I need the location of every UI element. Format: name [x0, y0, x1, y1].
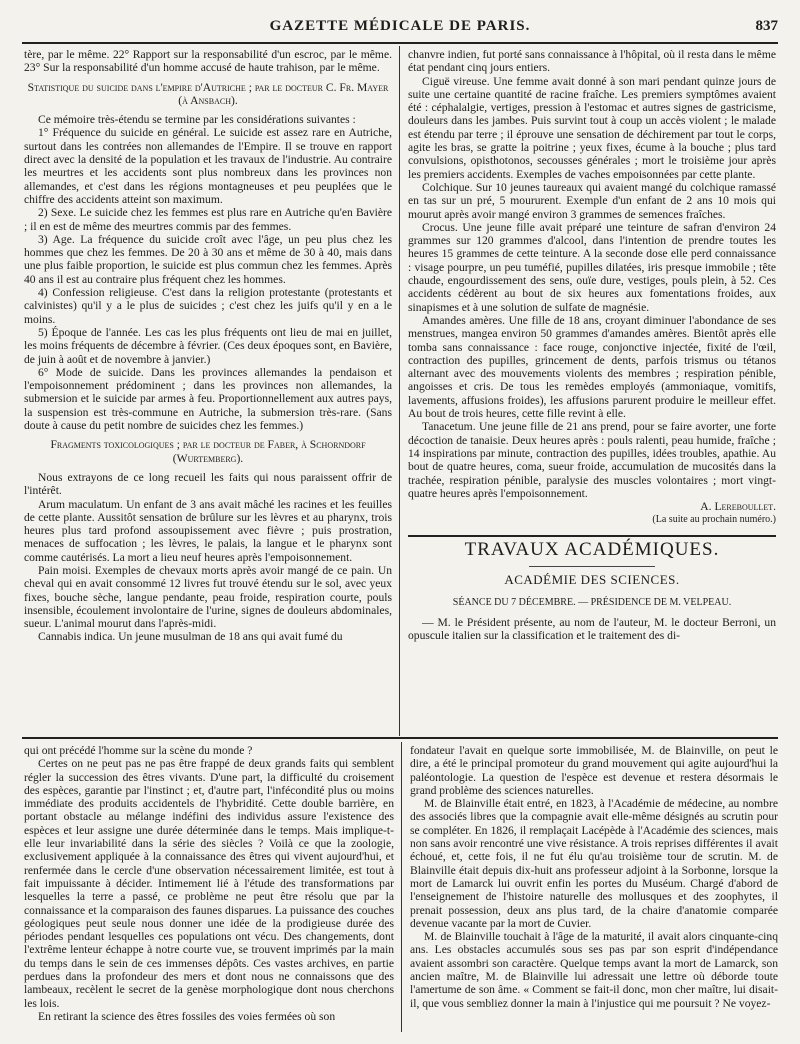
paragraph: 5) Époque de l'année. Les cas les plus fréquents ont lieu de mai en juillet, les moins fréquents de décembre à février. (Ces deux époques sont, en Bavière, de juin à août et de novembre à janvier.) — [24, 325, 392, 366]
journal-title: GAZETTE MÉDICALE DE PARIS. — [269, 18, 531, 34]
page-header — [22, 12, 778, 44]
left-column-top — [24, 48, 392, 734]
paragraph: 1° Fréquence du suicide en général. Le suicide est assez rare en Autriche, surtout dans les contrées non allemandes de l'Empire. Il se trouve en rapport direct avec la densité de la population et les travaux de l'industrie. Au contraire les meurtres et les accidents sont plus nombreux dans les provinces non allemandes, et c'est dans les régions montagneuses et peu peuplées que le chiffre des accidents atteint son maximum. — [24, 126, 392, 206]
paragraph: En retirant la science des êtres fossiles des voies fermées où son — [38, 1009, 336, 1023]
column-divider-top — [399, 46, 400, 736]
horizontal-divider — [22, 737, 778, 739]
section-rule — [408, 535, 776, 537]
paragraph: Amandes amères. Une fille de 18 ans, croyant diminuer l'abondance de ses menstrues, mangea environ 50 grammes d'amandes amères. Bientôt après elle tomba sans connaissance : face rouge, conjonctive injectée, fixité de l'œil, contraction des pupilles, grincement de dents, parfois trismus ou tétanos alternant avec des mouvements violents des membres ; respiration pénible, angoisses et cris. De tous les remèdes employés (ammoniaque, vomitifs, lavements, affusions froides), les affusions parurent produire le meilleur effet. Au bout de trois heures, cette fille revint à elle. — [408, 313, 776, 421]
paragraph: M. de Blainville touchait à l'âge de la maturité, il avait alors cinquante-cinq ans. Les obstacles accumulés sous ses pas par son esprit d'indépendance avaient assombri son caractère. Quelque temps avant la mort de Lamarck, son ancien maître, M. de Blainville lui adressait une lettre où déborde toute l'amertume de son âme. « Comment se fait-il donc, mon cher maître, lui disait-il, que vous sembliez donner la main à l'injustice qui me poursuit ? Ne voyez- — [410, 930, 778, 1010]
paragraph: qui ont précédé l'homme sur la scène du monde ? — [24, 744, 253, 757]
right-column-top — [408, 48, 776, 734]
article-heading: Fragments toxicologiques ; par le docteur de Faber, à Schorndorf (Wurtemberg). — [50, 438, 366, 465]
seance-line: SÉANCE DU 7 DÉCEMBRE. — PRÉSIDENCE DE M. VELPEAU. — [452, 597, 732, 609]
paragraph: Ciguë vireuse. Une femme avait donné à son mari pendant quinze jours de suite une certaine quantité de racine fraîche. Les premiers symptômes avaient été : céphalalgie, vertiges, pression à l'estomac et autres signes de gastricisme, douleurs dans les jambes. Puis survint tout à coup un accès violent ; le malade est étendu par terre ; il éprouve une sensation de déchirement par tout le corps, agite les bras, se gratte la poitrine ; yeux fixes, écume à la bouche ; plus tard convulsions, opisthotonos, secousses générales ; mort le troisième jour après les premiers accidents. Exemples de vaches empoisonnées par cette plante. — [408, 74, 776, 181]
section-subtitle: ACADÉMIE DES SCIENCES. — [504, 571, 680, 587]
title-rule — [529, 566, 654, 567]
paragraph: 2) Sexe. Le suicide chez les femmes est plus rare en Autriche qu'en Bavière ; il en est de même des meurtres commis par des femmes. — [24, 206, 392, 233]
paragraph: Tanacetum. Une jeune fille de 21 ans prend, pour se faire avorter, une forte décoction de tanaisie. Deux heures après : pouls ralenti, peau humide, fraîche ; 14 inspirations par minute, contraction des pupilles, idées troubles, apathie. Au bout de quatre heures, coma, sueur froide, accumulation de mucosités dans la trachée, respiration pénible, paralysie des muscles volontaires ; mort vingt-quatre heures après l'empoisonnement. — [408, 420, 776, 500]
paragraph: Pain moisi. Exemples de chevaux morts après avoir mangé de ce pain. Un cheval qui en avait consommé 12 livres fut trouvé étendu sur le sol, avec yeux fixes, bouche sèche, langue pendante, peau froide, respiration courte, pouls insensible, écoulement involontaire de l'urine, signes de douleurs abdominales, sueur. L'animal mourut dans l'après-midi. — [24, 563, 392, 631]
article-heading: Statistique du suicide dans l'empire d'Autriche ; par le docteur C. Fr. Mayer (à Ansbach). — [27, 80, 389, 107]
author-signature: A. Lereboullet. — [700, 500, 776, 514]
paragraph: 6° Mode de suicide. Dans les provinces allemandes la pendaison et l'empoisonnement prédominent ; dans les provinces non allemandes, la submersion et le suicide par armes à feu. Proportionnellement aux autres pays, la suspension est très-commune en Autriche, la submersion très-rare. (Sans doute à cause du petit nombre de suicides chez les femmes.) — [24, 365, 392, 433]
paragraph: Nous extrayons de ce long recueil les faits qui nous paraissent offrir de l'intérêt. — [24, 470, 392, 498]
paragraph: Arum maculatum. Un enfant de 3 ans avait mâché les racines et les feuilles de cette plante. Aussitôt sensation de brûlure sur les lèvres et au pharynx, trois heures plus tard profond assoupissement avec fièvre ; puis prostration, menaces de suffocation ; les lèvres, le palais, la langue et le pharynx sont comme cautérisés. La mort a lieu neuf heures après l'empoisonnement. — [24, 497, 392, 564]
paragraph: 4) Confession religieuse. C'est dans la religion protestante (protestants et calvinistes) qu'il y a le plus de suicides ; c'est chez les juifs qu'il y en a le moins. — [24, 286, 392, 326]
paragraph: — M. le Président présente, au nom de l'auteur, M. le docteur Berroni, un opuscule italien sur la classification et le traitement des di- — [408, 615, 776, 642]
paragraph: fondateur l'avait en quelque sorte immobilisée, M. de Blainville, on peut le dire, a été le principal promoteur du grand mouvement qui agite aujourd'hui la paléontologie. La question de l'espèce est devenue et restera désormais le grand problème des sciences naturelles. — [410, 744, 778, 797]
paragraph: Colchique. Sur 10 jeunes taureaux qui avaient mangé du colchique ramassé en tas sur un pré, 5 moururent. Exemple d'un enfant de 2 ans 10 mois qui mourut après avoir mangé environ 3 grammes de semences fraîches. — [408, 180, 776, 221]
page-number: 837 — [755, 18, 778, 34]
paragraph: tère, par le même. 22° Rapport sur la responsabilité d'un escroc, par le même. 23° Sur la responsabilité d'un homme accusé de haute trahison, par le même. — [24, 48, 392, 75]
column-divider-bottom — [401, 742, 402, 1032]
continued-note: (La suite au prochain numéro.) — [652, 514, 776, 526]
left-column-bottom — [24, 744, 394, 1034]
paragraph: 3) Age. La fréquence du suicide croît avec l'âge, un peu plus chez les hommes que chez les femmes. De 20 à 30 ans et même de 30 à 40, mais dans une plus faible proportion, le suicide est plus commun chez les femmes. Après 40 ans il est au contraire plus fréquent chez les hommes. — [24, 232, 392, 286]
right-column-bottom — [410, 744, 778, 1034]
section-title: TRAVAUX ACADÉMIQUES. — [464, 538, 720, 560]
paragraph: Crocus. Une jeune fille avait préparé une teinture de safran d'environ 24 grammes sur 120 grammes d'alcool, dans l'intention de prendre toutes les heures 15 grammes de cette teinture. A la seconde dose elle perd connaissance : visage pourpre, un peu tuméfié, pupilles dilatées, iris presque immobile ; tête chaude, engourdissement des sens, ouïe dure, vestiges, pouls plein, à 52. Ces accidents cédèrent au bout de six heures aux fomentations froides, aux sinapismes et à une solution de sulfate de magnésie. — [408, 220, 776, 314]
paragraph: Certes on ne peut pas ne pas être frappé de deux grands faits qui semblent régler la succession des êtres vivants. D'une part, la difficulté du croisement des espèces, garantie par l'instinct ; et, d'autre part, l'infécondité plus ou moins immédiate des produits accidentels de l'hybridité. Cette double barrière, en portant obstacle au mélange indéfini des individus assure l'existence des espèces et leur assigne une durée déterminée dans le temps. Mais implique-t-elle leur invariabilité dans la série des siècles ? Voilà ce que la zoologie, exclusivement appliquée à la connaissance des êtres qui vivent aujourd'hui, et renfermée dans le cercle d'une observation nécessairement limitée, est tout à fait impuissante à décider. Intimement lié à l'étude des transformations par lesquelles la terre a passé, ce problème ne peut être résolu que par la connaissance et la comparaison des faunes disparues. La puissance des couches géologiques peut seule nous donner une idée de la prodigieuse durée des périodes pendant lesquelles ces populations ont vécu. Des changements, dont l'extrême lenteur échappe à notre courte vue, se trouvent imprimés par la main du temps dans le sein de ces immenses dépôts. Ces vastes archives, en partie perdues dans la profondeur des mers et dont nous ne connaissons que des lambeaux, recèlent le secret de la genèse morphologique dont nous cherchons les lois. — [24, 757, 394, 1010]
paragraph: Cannabis indica. Un jeune musulman de 18 ans qui avait fumé du — [38, 630, 343, 644]
paragraph: chanvre indien, fut porté sans connaissance à l'hôpital, où il resta dans le même état pendant cinq jours entiers. — [408, 48, 776, 75]
paragraph: Ce mémoire très-étendu se termine par les considérations suivantes : — [38, 113, 356, 127]
paragraph: M. de Blainville était entré, en 1823, à l'Académie de médecine, au nombre des associés libres que la compagnie avait elle-même désignés au scrutin pour se compléter. En 1826, il remplaçait Lacépède à l'Académie des sciences, mais non sans avoir rencontré une vive résistance. A trois reprises différentes il avait échoué, et, cette fois, il ne fut élu qu'au troisième tour de scrutin. M. de Blainville était depuis dix-huit ans professeur adjoint à la Sorbonne, lorsque la mort de Lamarck lui ouvrit enfin les portes du Muséum. Chargé d'abord de l'enseignement de l'histoire naturelle des mollusques et des zoophytes, il prenait possession, deux ans plus tard, de la chaire d'anatomie comparée devenue vacante par la mort de Cuvier. — [410, 797, 778, 930]
